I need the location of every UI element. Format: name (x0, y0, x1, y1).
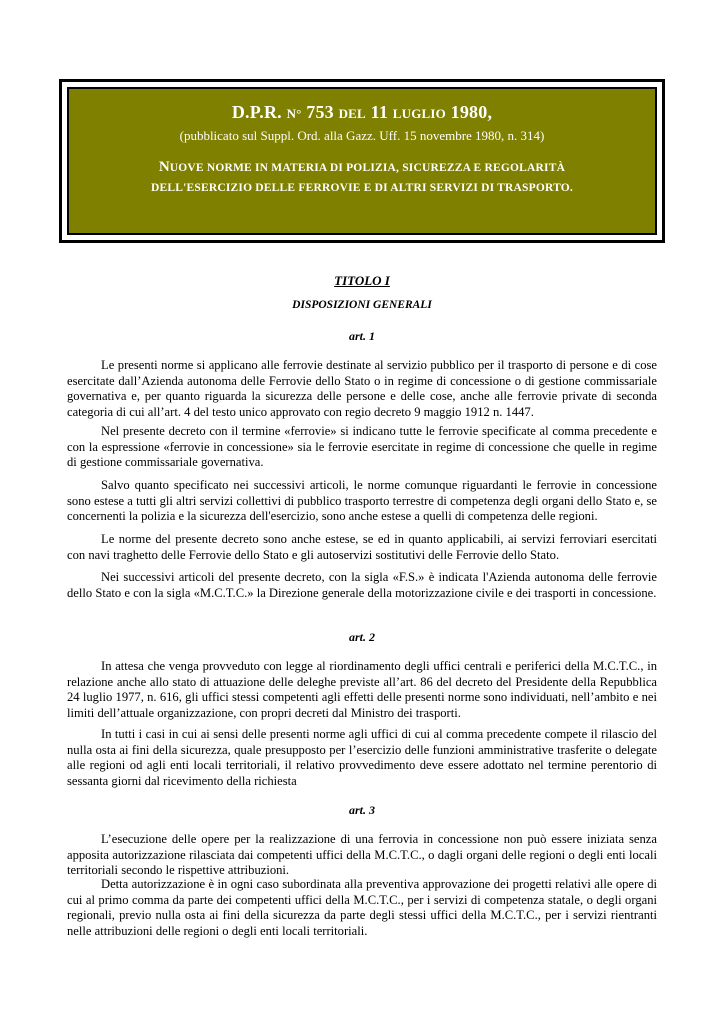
header-banner-frame (59, 79, 665, 243)
paragraph: In attesa che venga provveduto con legge al riordinamento degli uffici centrali e periferici della M.C.T.C., in relazione anche allo stato di attuazione delle deleghe previste all’art. 86 del decreto del Presidente della Repubblica 24 luglio 1977, n. 616, gli uffici stessi competenti agli effetti delle presenti norme sono individuati, nell’ambito e nei limiti dell’attuale organizzazione, con propri decreti dal Ministro dei trasporti. (67, 659, 657, 720)
decree-title: D.P.R. N° 753 DEL 11 LUGLIO 1980, (231, 102, 493, 122)
paragraph: Le presenti norme si applicano alle ferrovie destinate al servizio pubblico per il trasporto di persone e di cose esercitate dall’Azienda autonoma delle Ferrovie dello Stato o in regime di concessione o di gestione commissariale governativa e, per quanto riguarda la sicurezza delle persone e delle cose, anche alle ferrovie private di seconda categoria di cui all’art. 4 del testo unico approvato con regio decreto 9 maggio 1912 n. 1447. (67, 358, 657, 419)
header-banner (67, 87, 657, 235)
decree-heading: NUOVE NORME IN MATERIA DI POLIZIA, SICUREZZA E REGOLARITÀ DELL'ESERCIZIO DELLE FERROVIE E DI ALTRI SERVIZI DI TRASPORTO. (151, 159, 573, 194)
article-heading: art. 3 (348, 803, 375, 817)
title-heading: TITOLO I (334, 273, 390, 288)
paragraph: Salvo quanto specificato nei successivi articoli, le norme comunque riguardanti le ferrovie in concessione sono estese a tutti gli altri servizi collettivi di pubblico trasporto terrestre di competenza degli organi dello Stato e, se concernenti la polizia e la sicurezza dell'esercizio, sono anche estese a quelli di competenza delle regioni. (67, 478, 657, 524)
paragraph: Nel presente decreto con il termine «ferrovie» si indicano tutte le ferrovie specificate al comma precedente e con la espressione «ferrovie in concessione» sia le ferrovie esercitate in regime di concessione che quelle in regime di gestione commissariale governativa. (67, 424, 657, 470)
paragraph: Nei successivi articoli del presente decreto, con la sigla «F.S.» è indicata l'Azienda autonoma delle ferrovie dello Stato e con la sigla «M.C.T.C.» la Direzione generale della motorizzazione civile e dei trasporti in concessione. (67, 570, 657, 600)
paragraph: Le norme del presente decreto sono anche estese, se ed in quanto applicabili, ai servizi ferroviari esercitati con navi traghetto delle Ferrovie dello Stato e gli autoservizi sostitutivi delle Ferrovie dello Stato. (67, 532, 657, 562)
paragraph: L’esecuzione delle opere per la realizzazione di una ferrovia in concessione non può essere iniziata senza apposita autorizzazione rilasciata dai competenti uffici della M.C.T.C., o dagli organi delle regioni o degli enti locali territoriali secondo le rispettive attribuzioni. (67, 832, 657, 878)
section-heading: DISPOSIZIONI GENERALI (292, 299, 432, 311)
paragraph: In tutti i casi in cui ai sensi delle presenti norme agli uffici di cui al comma precedente compete il rilascio del nulla osta ai fini della sicurezza, quale presupposto per l’esercizio delle funzioni amministrative trasferite o delegate alle regioni od agli enti locali territoriali, il relativo provvedimento deve essere adottato nel termine perentorio di sessanta giorni dal ricevimento della richiesta (67, 727, 657, 788)
paragraph: Detta autorizzazione è in ogni caso subordinata alla preventiva approvazione dei progetti relativi alle opere di cui al primo comma da parte dei competenti uffici della M.C.T.C., per i servizi di competenza statale, o degli organi regionali, previo nulla osta ai fini della sicurezza da parte degli stessi uffici della M.C.T.C., per i servizi rientranti nelle attribuzioni delle regioni o degli enti locali territoriali. (67, 877, 657, 938)
publication-note: (pubblicato sul Suppl. Ord. alla Gazz. Uff. 15 novembre 1980, n. 314) (179, 128, 545, 143)
article-heading: art. 2 (348, 630, 375, 644)
article-heading: art. 1 (348, 329, 375, 343)
